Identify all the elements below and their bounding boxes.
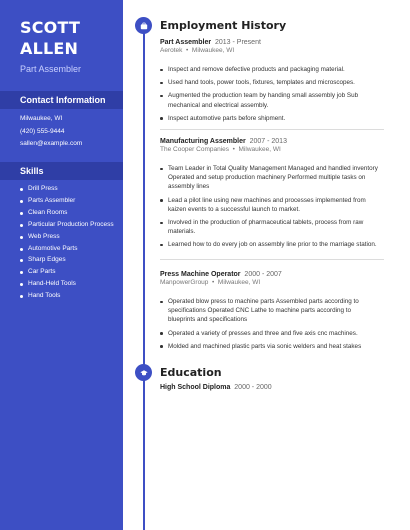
job-meta: Aerotek • Milwaukee, WI [160, 47, 235, 54]
job-bullets [160, 164, 380, 250]
job-bullet: Inspect automotive parts before shipment. [160, 114, 380, 123]
contact-list [20, 113, 82, 151]
job-title: Press Machine Operator [160, 271, 241, 278]
job-meta: The Cooper Companies • Milwaukee, WI [160, 146, 281, 153]
job-bullets [160, 65, 380, 123]
briefcase-icon [135, 17, 152, 34]
job-bullet: Used hand tools, power tools, fixtures, templates and microscopes. [160, 78, 380, 87]
job-location: Milwaukee, WI [238, 146, 281, 153]
contact-location: Milwaukee, WI [20, 115, 63, 122]
skill-item: Hand-Held Tools [18, 278, 114, 290]
job-company: The Cooper Companies [160, 146, 230, 153]
contact-email[interactable]: sallen@example.com [20, 140, 83, 147]
job-entry [160, 39, 380, 127]
job-bullet: Lead a pilot line using new machines and processes implemented from kaizen events to a successful launch to market. [160, 196, 380, 214]
sidebar [0, 0, 123, 530]
job-entry [160, 271, 380, 355]
job-bullet: Augmented the production team by handing small assembly job Sub mechanical and electrical assembly. [160, 91, 380, 109]
section-divider [160, 259, 384, 260]
skills-list [18, 183, 114, 302]
skill-item: Particular Production Process [18, 219, 114, 231]
job-title: Manufacturing Assembler [160, 138, 246, 145]
skill-item: Automotive Parts [18, 243, 114, 255]
contact-phone: (420) 555-9444 [20, 127, 65, 135]
candidate-name [20, 17, 80, 59]
job-bullet: Inspect and remove defective products and packaging material. [160, 65, 380, 74]
job-meta: ManpowerGroup • Milwaukee, WI [160, 279, 261, 286]
skill-item: Web Press [18, 231, 114, 243]
education-entry [160, 384, 272, 391]
candidate-role: Part Assembler [20, 64, 82, 74]
timeline-line [143, 373, 145, 530]
job-title-line [160, 39, 380, 46]
job-company: ManpowerGroup [160, 279, 209, 286]
job-bullet: Molded and machined plastic parts via sonic welders and heat stakes [160, 342, 380, 351]
skill-item: Drill Press [18, 183, 114, 195]
skills-heading: Skills [0, 162, 123, 180]
job-title-line [160, 271, 380, 278]
job-company: Aerotek [160, 47, 183, 54]
job-dates: 2013 - Present [215, 39, 261, 46]
job-bullets [160, 297, 380, 351]
job-bullet: Learned how to do every job on assembly line prior to the marriage station. [160, 240, 380, 249]
employment-heading: Employment History [160, 19, 287, 32]
skill-item: Hand Tools [18, 290, 114, 302]
job-title-line [160, 138, 380, 145]
job-title: Part Assembler [160, 39, 212, 46]
graduation-cap-icon [135, 364, 152, 381]
skill-item: Parts Assembler [18, 195, 114, 207]
job-bullet: Operated a variety of presses and three and five axis cnc machines. [160, 329, 380, 338]
job-entry [160, 138, 380, 254]
section-divider [160, 129, 384, 130]
name-first: SCOTT [20, 18, 81, 37]
job-dates: 2007 - 2013 [249, 138, 287, 145]
contact-heading: Contact Information [0, 91, 123, 109]
skill-item: Sharp Edges [18, 254, 114, 266]
name-last: ALLEN [20, 39, 79, 58]
skill-item: Clean Rooms [18, 207, 114, 219]
skill-item: Car Parts [18, 266, 114, 278]
timeline-line [143, 26, 145, 365]
job-bullet: Involved in the production of pharmaceutical tablets, process from raw materials. [160, 218, 380, 236]
job-bullet: Team Leader in Total Quality Management Managed and handled inventory Operated and setup production machinery Performed multiple tasks on assembly lines [160, 164, 380, 192]
job-location: Milwaukee, WI [217, 279, 261, 286]
education-dates: 2000 - 2000 [234, 384, 272, 391]
education-heading: Education [160, 366, 222, 379]
job-dates: 2000 - 2007 [244, 271, 282, 278]
job-location: Milwaukee, WI [191, 47, 235, 54]
education-degree: High School Diploma [160, 384, 231, 391]
job-bullet: Operated blow press to machine parts Assembled parts according to specifications Operated CNC Lathe to machine parts according to blueprints and specifications [160, 297, 380, 325]
